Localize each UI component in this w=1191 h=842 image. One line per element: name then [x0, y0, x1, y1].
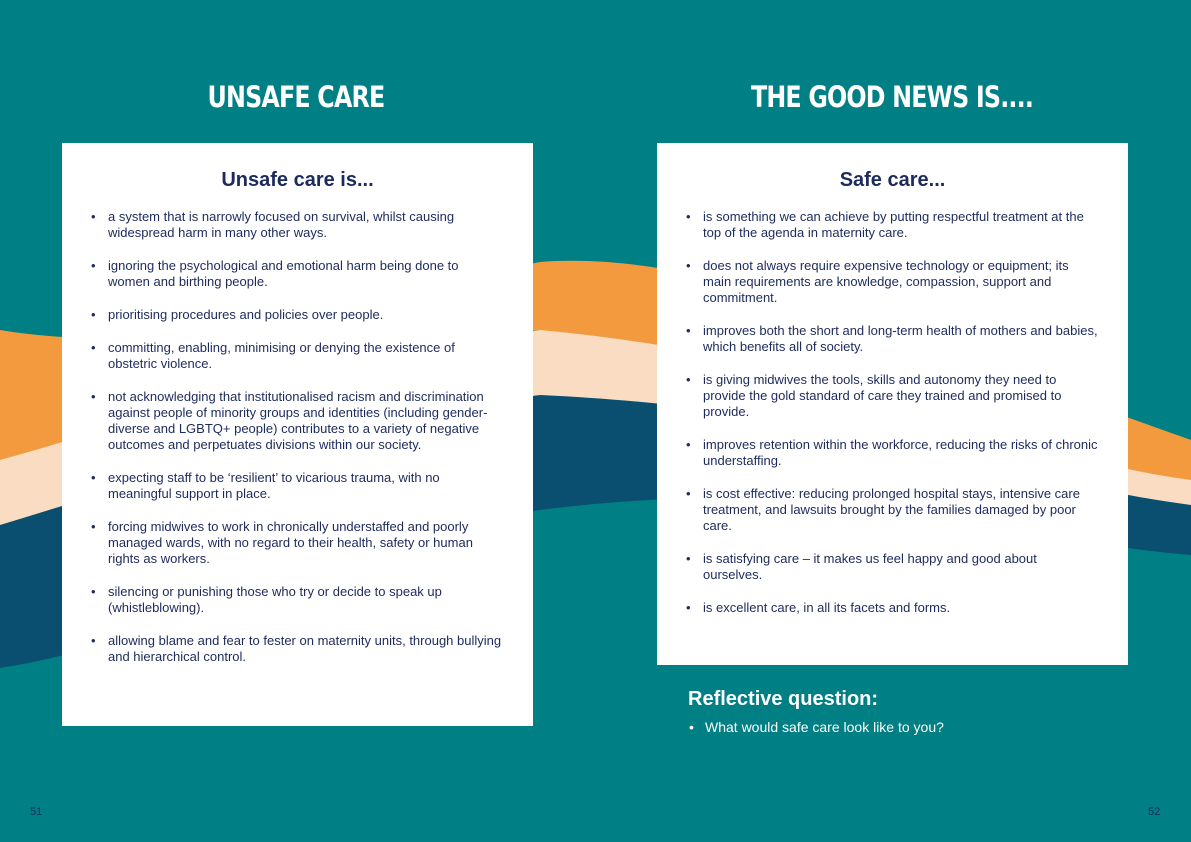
list-item: • is satisfying care – it makes us feel happy and good about ourselves.	[686, 551, 1037, 582]
page-number-right: 52	[1148, 806, 1161, 818]
list-item: • ignoring the psychological and emotional harm being done to women and birthing people.	[91, 258, 459, 289]
safe-care-card	[657, 143, 1128, 665]
list-item: • is giving midwives the tools, skills and autonomy they need to provide the gold standard of care they trained and promised to provide.	[686, 372, 1062, 419]
unsafe-care-heading: UNSAFE CARE	[207, 80, 385, 114]
list-item: • not acknowledging that institutionalised racism and discrimination against people of minority groups and identities (including gender-diverse and LGBTQ+ people) contributes to a variety of negative outcomes and perpetuates divisions within our society.	[91, 389, 488, 452]
list-item: • a system that is narrowly focused on survival, whilst causing widespread harm in many other ways.	[91, 209, 455, 240]
bullet-icon: •	[686, 551, 691, 566]
list-item: • allowing blame and fear to fester on maternity units, through bullying and hierarchical control.	[91, 633, 502, 664]
safe-care-card-title: Safe care...	[839, 169, 946, 191]
unsafe-care-list	[90, 209, 503, 682]
list-item: • is something we can achieve by putting respectful treatment at the top of the agenda in maternity care.	[686, 209, 1084, 240]
unsafe-care-card-title: Unsafe care is...	[221, 169, 374, 191]
bullet-icon: •	[91, 389, 96, 404]
bullet-icon: •	[91, 209, 96, 224]
bullet-icon: •	[689, 719, 694, 735]
list-item: • prioritising procedures and policies over people.	[91, 307, 384, 322]
list-item: • silencing or punishing those who try or decide to speak up (whistleblowing).	[91, 584, 442, 615]
bullet-icon: •	[91, 258, 96, 273]
bullet-icon: •	[686, 258, 691, 273]
bullet-icon: •	[686, 372, 691, 387]
bullet-icon: •	[686, 437, 691, 452]
bullet-icon: •	[91, 340, 96, 355]
reflective-question-title: Reflective question:	[688, 688, 879, 710]
list-item: • committing, enabling, minimising or denying the existence of obstetric violence.	[91, 340, 455, 371]
safe-care-list	[685, 209, 1098, 633]
list-item: • expecting staff to be ‘resilient’ to vicarious trauma, with no meaningful support in place.	[91, 470, 440, 501]
reflective-question-list	[688, 719, 944, 736]
bullet-icon: •	[91, 584, 96, 599]
bullet-icon: •	[91, 470, 96, 485]
list-item: • is cost effective: reducing prolonged hospital stays, intensive care treatment, and lawsuits brought by the families damaged by poor care.	[686, 486, 1080, 533]
bullet-icon: •	[91, 519, 96, 534]
unsafe-care-card	[62, 143, 533, 726]
bullet-icon: •	[686, 323, 691, 338]
bullet-icon: •	[686, 600, 691, 615]
list-item: • What would safe care look like to you?	[689, 719, 944, 735]
list-item: • is excellent care, in all its facets and forms.	[686, 600, 951, 615]
bullet-icon: •	[686, 209, 691, 224]
bullet-icon: •	[91, 307, 96, 322]
bullet-icon: •	[91, 633, 96, 648]
list-item: • forcing midwives to work in chronically understaffed and poorly managed wards, with no regard to their health, safety or human rights as workers.	[91, 519, 473, 566]
list-item: • does not always require expensive technology or equipment; its main requirements are knowledge, compassion, support and commitment.	[686, 258, 1069, 305]
good-news-heading: THE GOOD NEWS IS....	[750, 80, 1034, 114]
bullet-icon: •	[686, 486, 691, 501]
list-item: • improves retention within the workforce, reducing the risks of chronic understaffing.	[686, 437, 1098, 468]
list-item: • improves both the short and long-term health of mothers and babies, which benefits all of society.	[686, 323, 1098, 354]
page-number-left: 51	[30, 806, 43, 818]
